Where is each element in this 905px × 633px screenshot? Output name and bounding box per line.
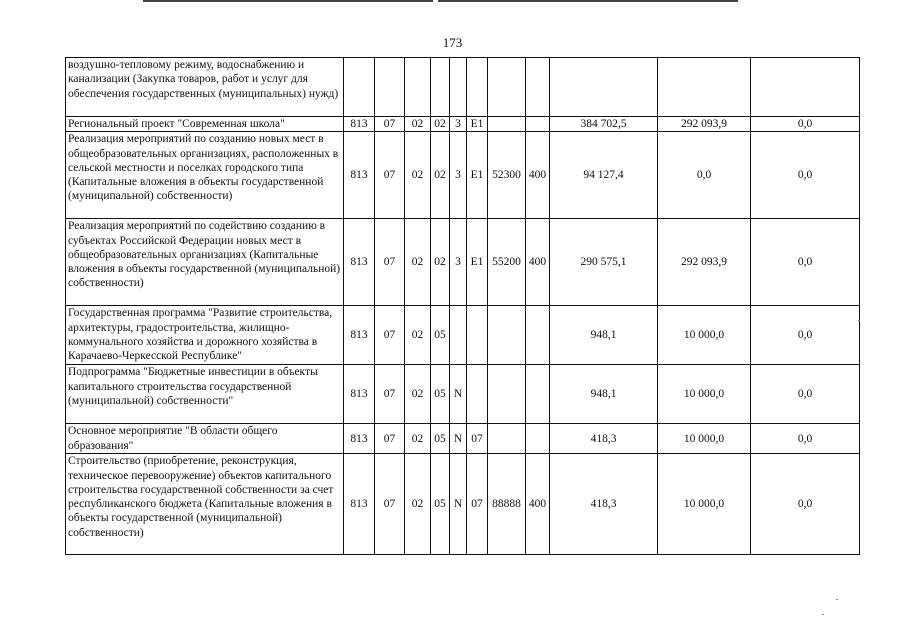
table-cell	[526, 424, 550, 454]
table-cell	[526, 365, 550, 424]
table-cell: 400	[526, 454, 550, 555]
table-cell: 292 093,9	[658, 117, 751, 132]
table-cell: 07	[375, 219, 405, 306]
table-cell: 02	[405, 454, 431, 555]
table-cell: 07	[375, 306, 405, 365]
row-name: Строительство (приобретение, реконструкция, техническое перевооружение) объектов капитального строительства государственной собственности за счет республиканского бюджета (Капитальные вложения в объекты государственной (муниципальной) собственности)	[66, 454, 344, 555]
table-cell: 813	[344, 424, 375, 454]
row-name: Основное мероприятие "В области общего образования"	[66, 424, 344, 454]
table-body	[66, 58, 860, 555]
table-cell: 07	[375, 365, 405, 424]
table-cell: 0,0	[751, 365, 860, 424]
table-cell: 290 575,1	[550, 219, 658, 306]
table-cell: 0,0	[658, 132, 751, 219]
table-cell: 02	[405, 424, 431, 454]
table-cell	[467, 58, 488, 117]
table-cell	[344, 58, 375, 117]
table-cell: 02	[431, 132, 450, 219]
table-cell	[526, 306, 550, 365]
table-cell: E1	[467, 117, 488, 132]
table-cell: N	[450, 454, 467, 555]
table-cell: 384 702,5	[550, 117, 658, 132]
table-cell: 292 093,9	[658, 219, 751, 306]
table-cell: 400	[526, 132, 550, 219]
row-name: Реализация мероприятий по созданию новых мест в общеобразовательных организациях, расположенных в сельской местности и поселках городского типа (Капитальные вложения в объекты государственной (муниципальной) собственности)	[66, 132, 344, 219]
table-cell	[550, 58, 658, 117]
row-name: Региональный проект "Современная школа"	[66, 117, 344, 132]
table-cell	[431, 58, 450, 117]
top-border-line-left	[143, 0, 433, 2]
table-cell: 0,0	[751, 424, 860, 454]
table-cell	[450, 58, 467, 117]
table-cell	[488, 58, 526, 117]
table-row	[66, 424, 860, 454]
table-cell: 948,1	[550, 365, 658, 424]
scan-speck	[822, 614, 824, 615]
table-cell: N	[450, 365, 467, 424]
table-cell	[488, 306, 526, 365]
table-cell: 02	[431, 219, 450, 306]
table-cell	[488, 365, 526, 424]
row-name: Государственная программа "Развитие строительства, архитектуры, градостроительства, жилищно-коммунального хозяйства и дорожного хозяйства в Карачаево-Черкесской Республике"	[66, 306, 344, 365]
table-cell: 52300	[488, 132, 526, 219]
table-row	[66, 454, 860, 555]
table-cell	[526, 58, 550, 117]
scan-speck	[858, 320, 860, 321]
table-cell: 3	[450, 117, 467, 132]
row-name: Реализация мероприятий по содействию созданию в субъектах Российской Федерации новых мест в общеобразовательных организациях (Капитальные вложения в объекты государственной (муниципальной) собственности)	[66, 219, 344, 306]
row-name: Подпрограмма "Бюджетные инвестиции в объекты капитального строительства государственной (муниципальной) собственности"	[66, 365, 344, 424]
table-cell	[467, 306, 488, 365]
table-cell: 07	[467, 424, 488, 454]
table-row	[66, 117, 860, 132]
table-cell: 813	[344, 454, 375, 555]
table-cell: 0,0	[751, 454, 860, 555]
table-cell: 07	[467, 454, 488, 555]
table-cell: 813	[344, 306, 375, 365]
table-row	[66, 58, 860, 117]
table-cell: 02	[405, 219, 431, 306]
table-cell: 400	[526, 219, 550, 306]
table-cell: 10 000,0	[658, 454, 751, 555]
table-cell	[488, 424, 526, 454]
table-cell: 05	[431, 306, 450, 365]
table-cell	[375, 58, 405, 117]
table-cell: 05	[431, 454, 450, 555]
table-cell: 07	[375, 117, 405, 132]
table-cell: 418,3	[550, 424, 658, 454]
budget-table	[65, 57, 860, 555]
table-cell: 3	[450, 132, 467, 219]
table-cell: 07	[375, 424, 405, 454]
table-cell	[658, 58, 751, 117]
table-cell	[450, 306, 467, 365]
top-border-line-right	[438, 0, 738, 2]
table-cell: 10 000,0	[658, 365, 751, 424]
table-row	[66, 219, 860, 306]
table-cell: E1	[467, 132, 488, 219]
row-name: воздушно-тепловому режиму, водоснабжению и канализации (Закупка товаров, работ и услуг для обеспечения государственных (муниципальных) нужд)	[66, 58, 344, 117]
table-cell: 813	[344, 365, 375, 424]
table-cell: 88888	[488, 454, 526, 555]
table-cell: 02	[405, 306, 431, 365]
table-cell: 02	[431, 117, 450, 132]
table-cell: 05	[431, 365, 450, 424]
table-cell: 02	[405, 132, 431, 219]
table-cell: E1	[467, 219, 488, 306]
table-cell: 07	[375, 132, 405, 219]
table-row	[66, 306, 860, 365]
page-number: 173	[442, 35, 463, 50]
table-cell: 813	[344, 117, 375, 132]
table-cell: 94 127,4	[550, 132, 658, 219]
table-cell	[405, 58, 431, 117]
table-cell: N	[450, 424, 467, 454]
table-cell: 10 000,0	[658, 424, 751, 454]
table-cell: 02	[405, 365, 431, 424]
table-cell: 05	[431, 424, 450, 454]
table-cell: 948,1	[550, 306, 658, 365]
scan-speck	[836, 599, 838, 600]
table-cell: 418,3	[550, 454, 658, 555]
table-cell: 07	[375, 454, 405, 555]
table-cell: 0,0	[751, 117, 860, 132]
table-cell: 0,0	[751, 219, 860, 306]
table-cell	[467, 365, 488, 424]
table-cell: 813	[344, 132, 375, 219]
table-cell: 10 000,0	[658, 306, 751, 365]
table-cell: 02	[405, 117, 431, 132]
table-row	[66, 365, 860, 424]
table-cell: 3	[450, 219, 467, 306]
table-cell: 0,0	[751, 306, 860, 365]
table-cell	[526, 117, 550, 132]
table-cell: 813	[344, 219, 375, 306]
table-cell	[751, 58, 860, 117]
table-cell	[488, 117, 526, 132]
table-row	[66, 132, 860, 219]
table-cell: 55200	[488, 219, 526, 306]
table-cell: 0,0	[751, 132, 860, 219]
